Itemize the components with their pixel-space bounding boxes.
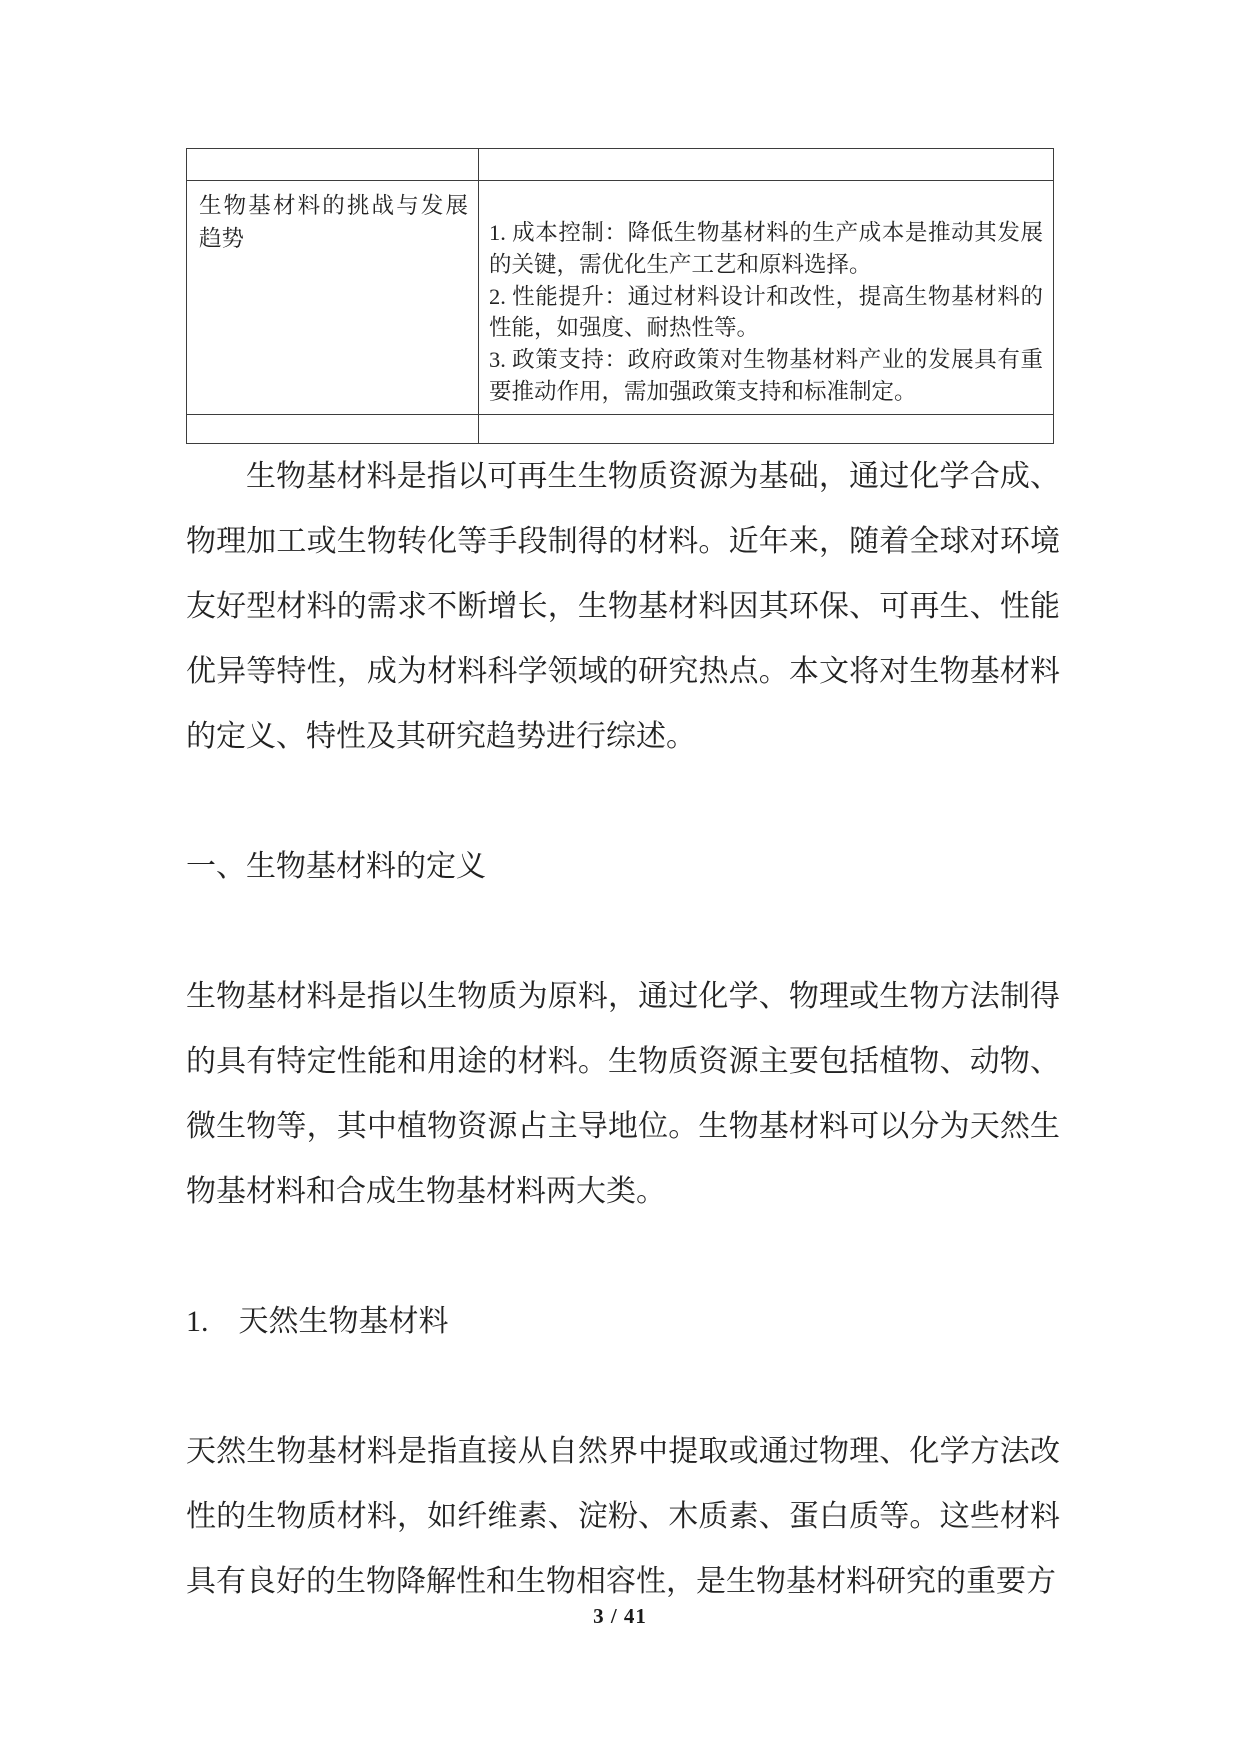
table-cell-details bbox=[479, 181, 1054, 415]
table-row bbox=[187, 414, 1054, 443]
section-heading-definition: 一、生物基材料的定义 bbox=[186, 849, 486, 883]
table-row bbox=[187, 149, 1054, 181]
table-cell-topic: 生物基材料的挑战与发展趋势 bbox=[187, 181, 479, 415]
page-number: 3 / 41 bbox=[593, 1604, 647, 1628]
subsection-heading-natural-materials: 1. 天然生物基材料 bbox=[186, 1304, 449, 1338]
table-cell-empty bbox=[479, 414, 1054, 443]
table-row bbox=[187, 181, 1054, 415]
summary-table bbox=[186, 148, 1054, 444]
table-list-item: 2. 性能提升：通过材料设计和改性，提高生物基材料的性能，如强度、耐热性等。 bbox=[489, 283, 1043, 341]
table-list-item: 3. 政策支持：政府政策对生物基材料产业的发展具有重要推动作用，需加强政策支持和标准制定。 bbox=[489, 347, 1043, 404]
table-cell-empty bbox=[479, 149, 1054, 181]
table-list-item: 1. 成本控制：降低生物基材料的生产成本是推动其发展的关键，需优化生产工艺和原料选择。 bbox=[489, 220, 1043, 277]
intro-paragraph: 生物基材料是指以可再生生物质资源为基础，通过化学合成、物理加工或生物转化等手段制得的材料。近年来，随着全球对环境友好型材料的需求不断增长，生物基材料因其环保、可再生、性能优异等特性，成为材料科学领域的研究热点。本文将对生物基材料的定义、特性及其研究趋势进行综述。 bbox=[186, 459, 1060, 753]
definition-paragraph: 生物基材料是指以生物质为原料，通过化学、物理或生物方法制得的具有特定性能和用途的材料。生物质资源主要包括植物、动物、微生物等，其中植物资源占主导地位。生物基材料可以分为天然生物基材料和合成生物基材料两大类。 bbox=[186, 979, 1060, 1208]
table-cell-empty bbox=[187, 149, 479, 181]
natural-materials-paragraph: 天然生物基材料是指直接从自然界中提取或通过物理、化学方法改性的生物质材料，如纤维素、淀粉、木质素、蛋白质等。这些材料具有良好的生物降解性和生物相容性，是生物基材料研究的重要方 bbox=[186, 1434, 1060, 1598]
page-content bbox=[186, 148, 1060, 1614]
table-cell-empty bbox=[187, 414, 479, 443]
